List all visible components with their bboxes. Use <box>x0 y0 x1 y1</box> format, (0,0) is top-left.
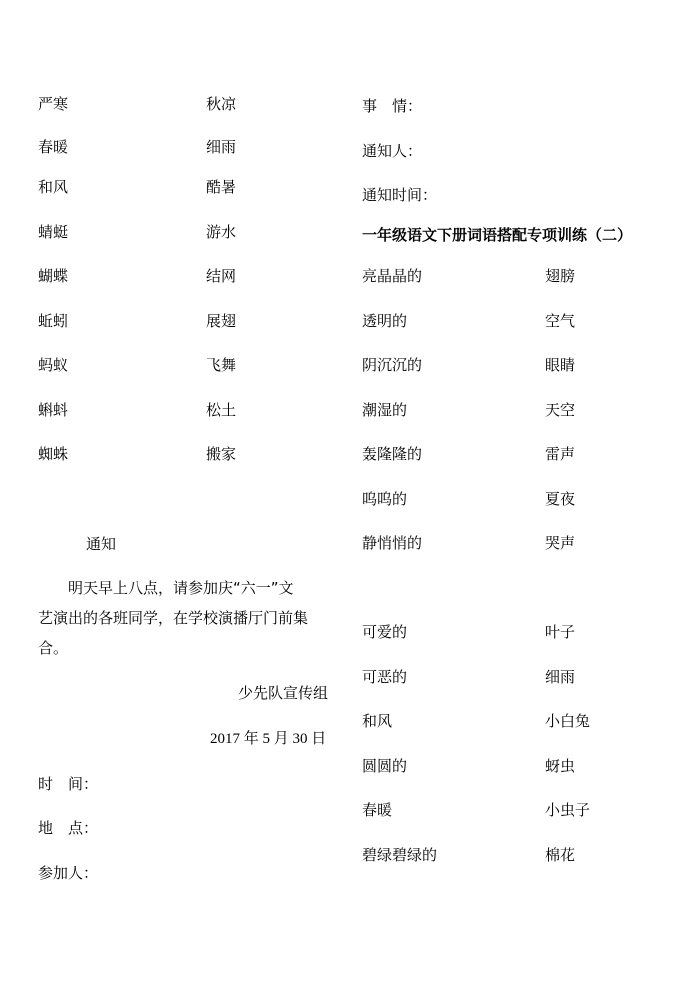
left-pair-5-b: 结网 <box>206 267 237 285</box>
right-b-pair-3-a: 和风 <box>362 712 393 730</box>
right-a-pair-4-a: 潮湿的 <box>362 401 408 419</box>
right-a-pair-1-a: 亮晶晶的 <box>362 267 423 285</box>
left-pair-8-b: 松土 <box>206 401 237 419</box>
right-b-pair-1-a: 可爱的 <box>362 623 408 641</box>
right-b-pair-2-b: 细雨 <box>545 668 576 686</box>
left-pair-4-a: 蜻蜓 <box>38 223 69 241</box>
left-pair-6-a: 蚯蚓 <box>38 312 69 330</box>
right-a-pair-1-b: 翅膀 <box>545 267 576 285</box>
notice-title: 通知 <box>86 535 117 553</box>
right-a-pair-7-a: 静悄悄的 <box>362 534 423 552</box>
left-pair-2-b: 细雨 <box>206 138 237 156</box>
field-notifier: 通知人： <box>362 142 423 160</box>
left-pair-1-a: 严寒 <box>38 95 69 113</box>
right-a-pair-5-a: 轰隆隆的 <box>362 445 423 463</box>
right-a-pair-5-b: 雷声 <box>545 445 576 463</box>
notice-signer: 少先队宣传组 <box>238 684 329 702</box>
left-pair-7-b: 飞舞 <box>206 356 237 374</box>
right-a-pair-3-a: 阴沉沉的 <box>362 356 423 374</box>
right-b-pair-4-a: 圆圆的 <box>362 757 408 775</box>
field-matter: 事 情： <box>362 97 423 115</box>
left-pair-7-a: 蚂蚁 <box>38 356 69 374</box>
notice-body-line-3: 合。 <box>38 639 69 657</box>
left-pair-8-a: 蝌蚪 <box>38 401 69 419</box>
right-a-pair-4-b: 天空 <box>545 401 576 419</box>
left-pair-2-a: 春暖 <box>38 138 69 156</box>
right-a-pair-2-b: 空气 <box>545 312 576 330</box>
notice-date: 2017 年 5 月 30 日 <box>210 731 327 747</box>
notice-body-line-2: 艺演出的各班同学，在学校演播厅门前集 <box>38 609 309 627</box>
left-pair-1-b: 秋凉 <box>206 95 237 113</box>
left-pair-9-b: 搬家 <box>206 445 237 463</box>
right-b-pair-3-b: 小白兔 <box>545 712 591 730</box>
right-a-pair-3-b: 眼睛 <box>545 356 576 374</box>
field-participants: 参加人： <box>38 864 99 882</box>
right-b-pair-6-b: 棉花 <box>545 846 576 864</box>
left-pair-4-b: 游水 <box>206 223 237 241</box>
left-pair-3-b: 酷暑 <box>206 178 237 196</box>
right-b-pair-4-b: 蚜虫 <box>545 757 576 775</box>
right-a-pair-6-a: 呜呜的 <box>362 490 408 508</box>
right-a-pair-7-b: 哭声 <box>545 534 576 552</box>
left-pair-9-a: 蜘蛛 <box>38 445 69 463</box>
field-time: 时 间： <box>38 775 99 793</box>
right-b-pair-5-b: 小虫子 <box>545 801 591 819</box>
right-b-pair-6-a: 碧绿碧绿的 <box>362 846 438 864</box>
left-pair-5-a: 蝴蝶 <box>38 267 69 285</box>
field-notice-time: 通知时间： <box>362 186 438 204</box>
right-b-pair-2-a: 可恶的 <box>362 668 408 686</box>
right-b-pair-1-b: 叶子 <box>545 623 576 641</box>
right-a-pair-6-b: 夏夜 <box>545 490 576 508</box>
notice-body-line-1: 明天早上八点，请参加庆“六一”文 <box>68 579 294 597</box>
left-pair-3-a: 和风 <box>38 178 69 196</box>
field-place: 地 点： <box>38 819 99 837</box>
exercise-heading: 一年级语文下册词语搭配专项训练（二） <box>362 226 633 244</box>
left-pair-6-b: 展翅 <box>206 312 237 330</box>
right-b-pair-5-a: 春暖 <box>362 801 393 819</box>
right-a-pair-2-a: 透明的 <box>362 312 408 330</box>
